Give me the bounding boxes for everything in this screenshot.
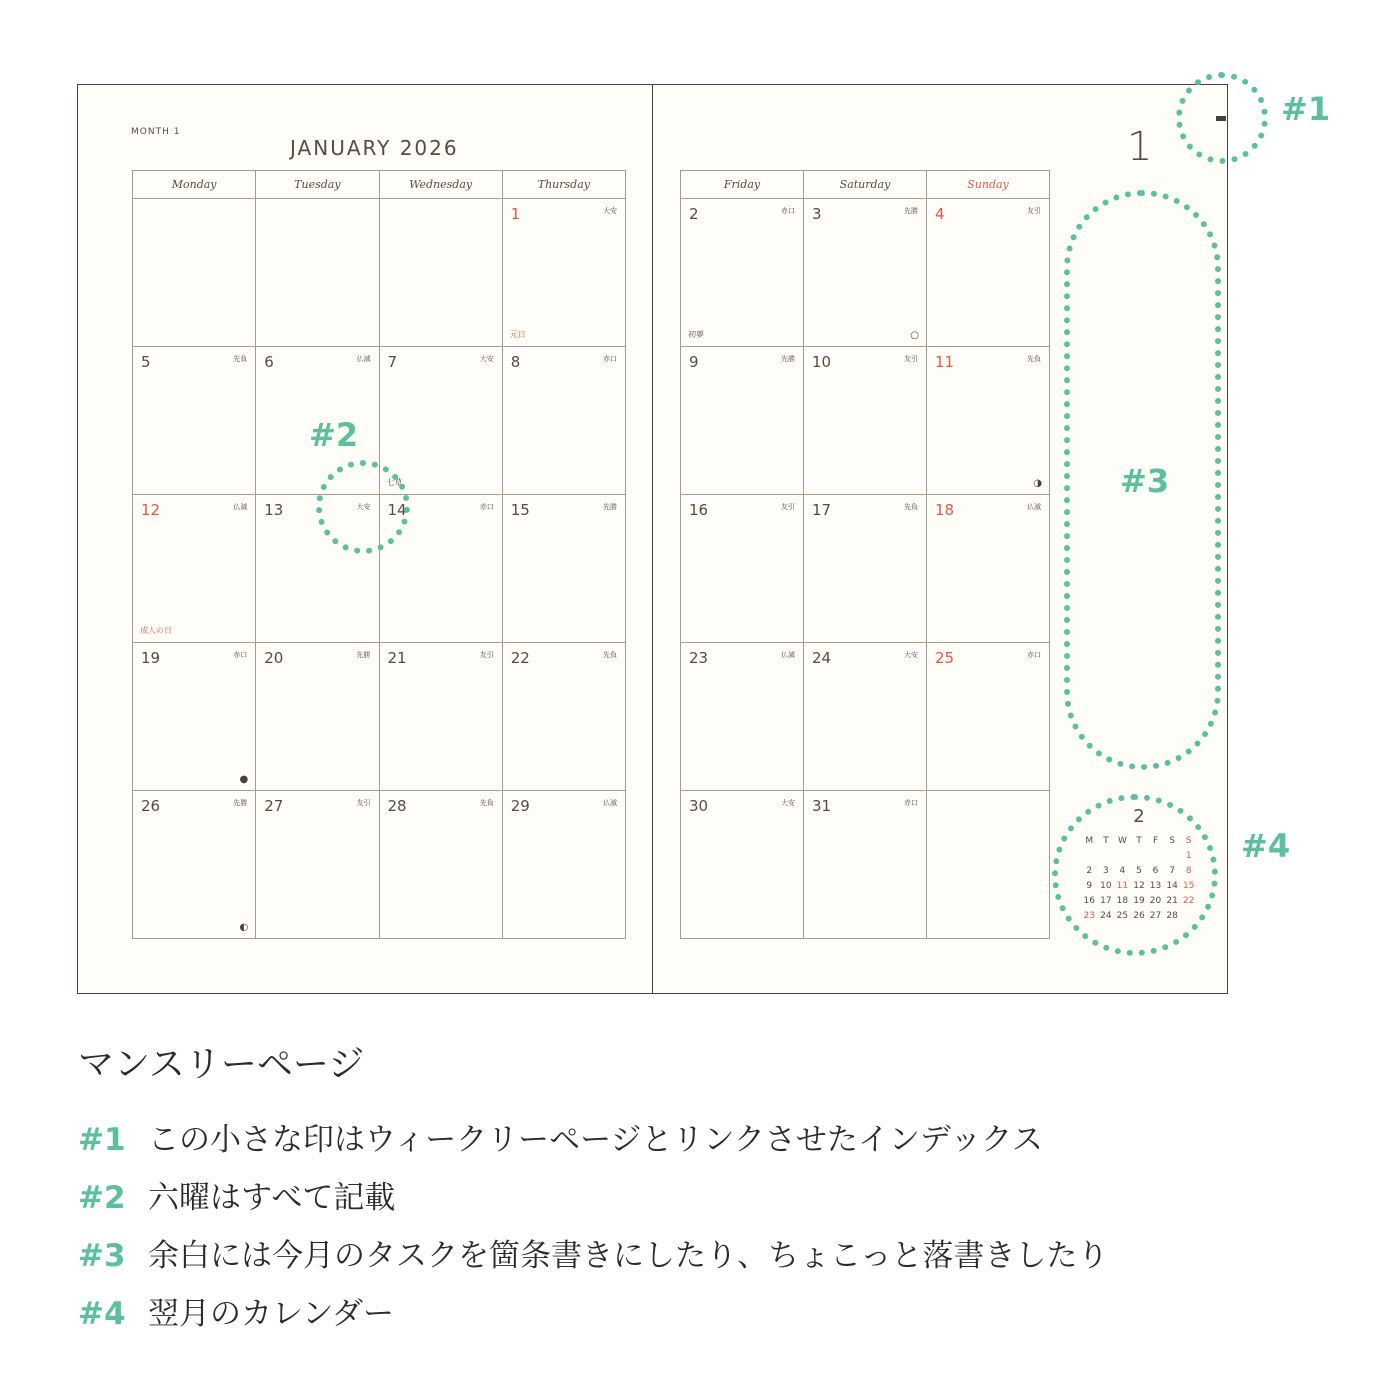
rokuyo-label: 大安 xyxy=(781,799,795,807)
day-cell[interactable] xyxy=(804,791,927,939)
mini-day: 26 xyxy=(1133,910,1145,921)
mini-day: 13 xyxy=(1149,880,1162,891)
rokuyo-label: 大安 xyxy=(904,651,918,659)
day-cell[interactable] xyxy=(133,791,256,939)
day-number: 4 xyxy=(935,205,945,223)
day-cell[interactable] xyxy=(256,791,379,939)
day-number: 1 xyxy=(510,205,521,223)
weekday-header: Sunday xyxy=(927,171,1050,199)
rokuyo-label: 赤口 xyxy=(904,799,918,807)
rokuyo-label: 先負 xyxy=(1027,355,1041,363)
day-cell[interactable] xyxy=(256,643,379,791)
day-number: 5 xyxy=(141,353,151,371)
mini-weekday: M xyxy=(1085,835,1094,846)
mini-day: 1 xyxy=(1185,850,1192,861)
mini-day: 10 xyxy=(1100,880,1112,891)
annotation-label-1: #1 xyxy=(1281,90,1331,128)
rokuyo-label: 赤口 xyxy=(1027,651,1041,659)
mini-day: 24 xyxy=(1100,910,1112,921)
feature-number: #3 xyxy=(78,1238,126,1274)
week-row xyxy=(133,199,626,347)
rokuyo-label: 先勝 xyxy=(356,651,371,659)
mini-calendar-month: 2 xyxy=(1133,806,1145,827)
mini-day: 3 xyxy=(1102,865,1109,876)
month-label: MONTH 1 xyxy=(131,127,181,137)
day-number: 23 xyxy=(689,649,709,667)
day-number: 30 xyxy=(689,797,709,815)
day-cell[interactable] xyxy=(927,199,1050,347)
rokuyo-label: 仏滅 xyxy=(781,651,795,659)
feature-text: 余白には今月のタスクを箇条書きにしたり、ちょこっと落書きしたり xyxy=(148,1238,1109,1274)
day-cell[interactable] xyxy=(133,347,256,495)
mini-weekday: T xyxy=(1136,835,1142,846)
day-number: 24 xyxy=(812,649,832,667)
mini-day: 11 xyxy=(1116,880,1129,891)
moon-phase-icon: ○ xyxy=(910,330,919,341)
day-number: 6 xyxy=(264,353,274,371)
day-cell[interactable] xyxy=(379,199,502,347)
day-number: 14 xyxy=(387,501,407,519)
day-cell[interactable] xyxy=(927,347,1050,495)
day-cell[interactable] xyxy=(804,347,927,495)
rokuyo-label: 友引 xyxy=(356,799,371,807)
rokuyo-label: 先負 xyxy=(904,503,918,511)
rokuyo-label: 先負 xyxy=(603,651,617,659)
day-number: 11 xyxy=(935,353,955,371)
rokuyo-label: 赤口 xyxy=(479,503,494,511)
weekday-header: Friday xyxy=(681,171,804,199)
rokuyo-label: 友引 xyxy=(1027,207,1041,215)
day-number: 8 xyxy=(510,353,521,371)
week-row xyxy=(681,643,1050,791)
day-number: 28 xyxy=(387,797,407,815)
holiday-note: 成人の日 xyxy=(140,626,172,635)
right-calendar-grid xyxy=(680,170,1050,939)
mini-weekday: S xyxy=(1169,835,1175,846)
feature-item-2 xyxy=(78,1172,395,1217)
mini-day: 12 xyxy=(1133,880,1145,891)
feature-item-1 xyxy=(78,1114,1043,1159)
week-row xyxy=(133,791,626,939)
day-number: 26 xyxy=(141,797,161,815)
day-cell[interactable] xyxy=(379,347,502,495)
day-cell[interactable] xyxy=(804,643,927,791)
day-cell[interactable] xyxy=(379,643,502,791)
feature-item-3 xyxy=(78,1230,1108,1275)
weekday-header: Wednesday xyxy=(379,171,502,199)
day-cell[interactable] xyxy=(927,495,1050,643)
day-number: 27 xyxy=(264,797,284,815)
feature-text: 六曜はすべて記載 xyxy=(148,1180,396,1216)
day-number: 29 xyxy=(510,797,530,815)
annotation-label-3: #3 xyxy=(1120,462,1170,500)
rokuyo-label: 仏滅 xyxy=(1027,503,1041,511)
day-cell[interactable] xyxy=(502,199,625,347)
feature-number: #4 xyxy=(78,1296,126,1332)
day-number: 18 xyxy=(935,501,955,519)
rokuyo-label: 仏滅 xyxy=(603,799,617,807)
weekday-header: Monday xyxy=(133,171,256,199)
mini-day: 14 xyxy=(1166,880,1178,891)
week-row xyxy=(681,791,1050,939)
day-number: 21 xyxy=(387,649,407,667)
rokuyo-label: 友引 xyxy=(904,355,918,363)
rokuyo-label: 大安 xyxy=(479,355,494,363)
day-cell[interactable] xyxy=(681,495,804,643)
holiday-note: 初夢 xyxy=(688,330,704,339)
day-cell[interactable] xyxy=(804,495,927,643)
day-number: 3 xyxy=(812,205,822,223)
day-cell[interactable] xyxy=(502,495,625,643)
day-cell[interactable] xyxy=(502,791,625,939)
day-cell[interactable] xyxy=(927,643,1050,791)
mini-day: 28 xyxy=(1166,910,1178,921)
holiday-note: 七草 xyxy=(386,478,403,487)
rokuyo-label: 友引 xyxy=(781,503,795,511)
rokuyo-label: 先勝 xyxy=(904,207,918,215)
rokuyo-label: 大安 xyxy=(356,503,371,511)
section-title: マンスリーページ xyxy=(78,1044,365,1085)
annotation-ring-2 xyxy=(316,460,410,554)
rokuyo-label: 仏滅 xyxy=(233,503,248,511)
day-number: 2 xyxy=(689,205,699,223)
week-row xyxy=(681,199,1050,347)
mini-day: 4 xyxy=(1119,865,1126,876)
mini-day: 17 xyxy=(1100,895,1112,906)
day-cell[interactable] xyxy=(133,643,256,791)
day-number: 12 xyxy=(141,501,161,519)
mini-day: 21 xyxy=(1166,895,1178,906)
day-cell[interactable] xyxy=(256,199,379,347)
mini-day: 2 xyxy=(1086,865,1093,876)
rokuyo-label: 先勝 xyxy=(781,355,795,363)
mini-day: 22 xyxy=(1182,895,1195,906)
day-number: 19 xyxy=(141,649,161,667)
mini-weekday: F xyxy=(1152,835,1159,846)
weekday-header: Saturday xyxy=(804,171,927,199)
day-cell[interactable] xyxy=(804,199,927,347)
feature-text: この小さな印はウィークリーページとリンクさせたインデックス xyxy=(148,1122,1043,1158)
day-cell[interactable] xyxy=(502,347,625,495)
day-number: 20 xyxy=(264,649,284,667)
moon-phase-icon: ◐ xyxy=(239,922,249,933)
rokuyo-label: 大安 xyxy=(603,207,617,215)
big-month-number: 1 xyxy=(1127,124,1153,170)
day-number: 16 xyxy=(689,501,709,519)
mini-day: 7 xyxy=(1169,865,1175,876)
mini-day: 27 xyxy=(1149,910,1162,921)
rokuyo-label: 先勝 xyxy=(603,503,617,511)
day-cell[interactable] xyxy=(681,347,804,495)
day-number: 13 xyxy=(264,501,284,519)
day-cell[interactable] xyxy=(502,643,625,791)
holiday-note: 元日 xyxy=(509,330,526,339)
rokuyo-label: 赤口 xyxy=(781,207,795,215)
mini-day: 15 xyxy=(1182,880,1195,891)
mini-day: 18 xyxy=(1116,895,1129,906)
rokuyo-label: 仏滅 xyxy=(356,355,371,363)
moon-phase-icon: ◑ xyxy=(1033,478,1042,489)
day-number: 7 xyxy=(387,353,398,371)
left-calendar-grid xyxy=(132,170,626,939)
feature-number: #1 xyxy=(78,1122,126,1158)
week-row xyxy=(681,347,1050,495)
mini-day: 6 xyxy=(1152,865,1159,876)
rokuyo-label: 先勝 xyxy=(233,799,248,807)
annotation-ring-1 xyxy=(1176,72,1268,164)
feature-text: 翌月のカレンダー xyxy=(148,1296,394,1332)
mini-weekday: T xyxy=(1103,835,1109,846)
day-cell[interactable] xyxy=(379,791,502,939)
day-number: 25 xyxy=(935,649,955,667)
feature-number: #2 xyxy=(78,1180,126,1216)
mini-day: 23 xyxy=(1083,910,1095,921)
mini-weekday: S xyxy=(1185,835,1192,846)
rokuyo-label: 先負 xyxy=(479,799,494,807)
day-cell[interactable] xyxy=(681,643,804,791)
day-number: 17 xyxy=(812,501,832,519)
day-number: 31 xyxy=(812,797,832,815)
mini-day: 25 xyxy=(1116,910,1129,921)
annotation-ring-4 xyxy=(1052,794,1218,956)
mini-day: 19 xyxy=(1133,895,1145,906)
mini-day: 16 xyxy=(1083,895,1095,906)
weekday-header: Thursday xyxy=(502,171,625,199)
rokuyo-label: 赤口 xyxy=(233,651,248,659)
day-cell[interactable] xyxy=(927,791,1050,939)
feature-item-4 xyxy=(78,1288,394,1333)
mini-day: 9 xyxy=(1086,880,1093,891)
rokuyo-label: 先負 xyxy=(233,355,248,363)
month-title: JANUARY 2026 xyxy=(290,136,459,160)
spread-gutter xyxy=(652,84,653,994)
week-row xyxy=(133,643,626,791)
moon-phase-icon: ● xyxy=(239,774,249,785)
day-cell[interactable] xyxy=(681,791,804,939)
week-row xyxy=(681,495,1050,643)
day-cell[interactable] xyxy=(681,199,804,347)
day-number: 9 xyxy=(689,353,699,371)
annotation-label-4: #4 xyxy=(1241,827,1291,865)
mini-day: 5 xyxy=(1136,865,1142,876)
day-cell[interactable] xyxy=(133,495,256,643)
rokuyo-label: 赤口 xyxy=(603,355,617,363)
annotation-label-2: #2 xyxy=(309,416,359,454)
day-number: 15 xyxy=(510,501,530,519)
day-number: 10 xyxy=(812,353,832,371)
mini-day: 8 xyxy=(1185,865,1192,876)
mini-weekday: W xyxy=(1117,835,1127,846)
rokuyo-label: 友引 xyxy=(479,651,494,659)
mini-day: 20 xyxy=(1149,895,1162,906)
day-cell[interactable] xyxy=(133,199,256,347)
weekday-header: Tuesday xyxy=(256,171,379,199)
day-number: 22 xyxy=(510,649,530,667)
